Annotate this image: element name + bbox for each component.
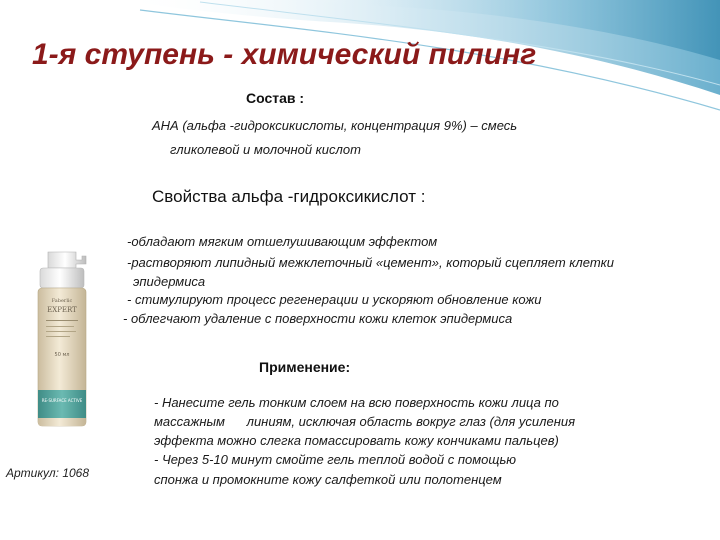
composition-heading: Состав : xyxy=(246,90,305,106)
bottle-line-text: EXPERT xyxy=(47,306,77,314)
bottle-brand-text: Faberlic xyxy=(51,298,73,304)
composition-line: гликолевой и молочной кислот xyxy=(170,142,361,157)
usage-line: спонжа и промокните кожу салфеткой или полотенцем xyxy=(154,472,502,487)
composition-line: АНА (альфа -гидроксикислоты, концентрация 9%) – смесь xyxy=(152,118,518,133)
property-line: - облегчают удаление с поверхности кожи клеток эпидермиса xyxy=(123,311,513,326)
product-bottle-image xyxy=(10,250,110,430)
usage-line: - Нанесите гель тонким слоем на всю поверхность кожи лица по xyxy=(154,395,559,410)
property-line: -растворяют липидный межклеточный «цемент», который сцепляет клетки xyxy=(127,255,615,270)
property-line: - стимулируют процесс регенерации и ускоряют обновление кожи xyxy=(127,292,542,307)
usage-heading: Применение: xyxy=(259,359,351,375)
article-number: Артикул: 1068 xyxy=(6,466,90,480)
usage-line: - Через 5-10 минут смойте гель теплой водой с помощью xyxy=(154,452,517,467)
bottle-band-text: RE-SURFACE ACTIVE xyxy=(41,398,83,403)
slide-title: 1-я ступень - химический пилинг xyxy=(32,38,537,71)
usage-line: массажным линиям, исключая область вокруг глаз (для усиления xyxy=(154,414,576,429)
property-line: -обладают мягким отшелушивающим эффектом xyxy=(127,234,438,249)
property-line: эпидермиса xyxy=(133,274,206,289)
usage-line: эффекта можно слегка помассировать кожу кончиками пальцев) xyxy=(154,433,559,448)
bottle-volume-text: 50 мл xyxy=(54,352,70,358)
properties-heading: Свойства альфа -гидроксикислот : xyxy=(152,187,426,206)
